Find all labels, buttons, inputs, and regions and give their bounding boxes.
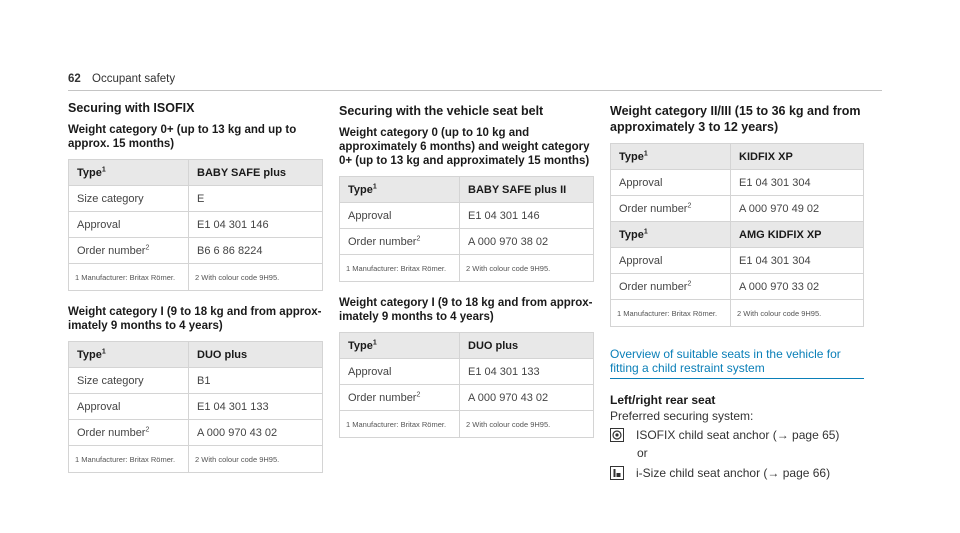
column-weight-II-III: [610, 103, 864, 482]
table-row: Approval E1 04 301 304: [611, 170, 864, 196]
table-row: Order number$^2$ A 000 970 43 02: [340, 385, 594, 411]
i-size-link-text[interactable]: i-Size child seat anchor (→ page 66): [636, 465, 831, 480]
section-heading: Securing with the vehicle seat belt: [339, 104, 544, 118]
page-number: 62: [68, 73, 81, 85]
weight-category-heading: Weight category I (9 to 18 kg and from approx- imately 9 months to 4 years): [68, 306, 322, 332]
child-seat-table: [339, 332, 594, 438]
weight-category-heading: Weight category II/III (15 to 36 kg and from approximately 3 to 12 years): [610, 104, 861, 134]
child-seat-table: [339, 176, 594, 282]
isofix-link-text[interactable]: ISOFIX child seat anchor (→ page 65): [636, 427, 840, 442]
i-size-item: [610, 463, 864, 482]
table-footnote-row: 1 Manufacturer: Britax Römer. 2 With colour code 9H95.: [611, 300, 864, 327]
page-header: [68, 73, 175, 85]
table-row: Approval E1 04 301 146: [340, 203, 594, 229]
table-footnote-row: 1 Manufacturer: Britax Römer. 2 With colour code 9H95.: [69, 264, 323, 291]
table-row: Size category E: [69, 186, 323, 212]
i-size-icon: [610, 466, 624, 480]
table-row: Order number$^2$ B6 6 86 8224: [69, 238, 323, 264]
section-heading: Securing with ISOFIX: [68, 101, 195, 115]
table-row: Approval E1 04 301 304: [611, 248, 864, 274]
overview-heading: Overview of suitable seats in the vehicle for fitting a child restraint system: [610, 347, 841, 375]
seat-position-heading: Left/right rear seat: [610, 393, 716, 407]
child-seat-table: [610, 143, 864, 327]
table-row: Type$^1$ KIDFIX XP: [611, 144, 864, 170]
weight-category-heading: Weight category 0+ (up to 13 kg and up to approx. 15 months): [68, 124, 297, 150]
table-row: Type$^1$ BABY SAFE plus II: [340, 177, 594, 203]
weight-category-heading: Weight category 0 (up to 10 kg and approximately 6 months) and weight category 0+ (up to 13 kg and approximately 15 months): [339, 127, 590, 167]
table-row: Order number$^2$ A 000 970 49 02: [611, 196, 864, 222]
table-row: Approval E1 04 301 133: [69, 394, 323, 420]
table-row: Type$^1$ DUO plus: [69, 342, 323, 368]
table-footnote-row: 1 Manufacturer: Britax Römer. 2 With colour code 9H95.: [340, 255, 594, 282]
child-seat-table: [68, 341, 323, 473]
overview-divider: [610, 378, 864, 379]
child-seat-table: [68, 159, 323, 291]
table-row: Type$^1$ BABY SAFE plus: [69, 160, 323, 186]
table-footnote-row: 1 Manufacturer: Britax Römer. 2 With colour code 9H95.: [340, 411, 594, 438]
column-isofix: [68, 100, 323, 473]
table-row: Order number$^2$ A 000 970 38 02: [340, 229, 594, 255]
column-seat-belt: [339, 103, 594, 438]
table-row: Order number$^2$ A 000 970 43 02: [69, 420, 323, 446]
table-row: Approval E1 04 301 146: [69, 212, 323, 238]
weight-category-heading: Weight category I (9 to 18 kg and from approx- imately 9 months to 4 years): [339, 297, 593, 323]
table-footnote-row: 1 Manufacturer: Britax Römer. 2 With colour code 9H95.: [69, 446, 323, 473]
table-row: Size category B1: [69, 368, 323, 394]
table-row: Order number$^2$ A 000 970 33 02: [611, 274, 864, 300]
preferred-system-label: Preferred securing system:: [610, 409, 754, 423]
table-row: Type$^1$ AMG KIDFIX XP: [611, 222, 864, 248]
isofix-item: [610, 425, 864, 444]
table-row: Approval E1 04 301 133: [340, 359, 594, 385]
or-text: or: [637, 446, 648, 460]
header-divider: [68, 90, 882, 91]
isofix-icon: [610, 428, 624, 442]
table-row: Type$^1$ DUO plus: [340, 333, 594, 359]
section-title: Occupant safety: [92, 73, 176, 85]
